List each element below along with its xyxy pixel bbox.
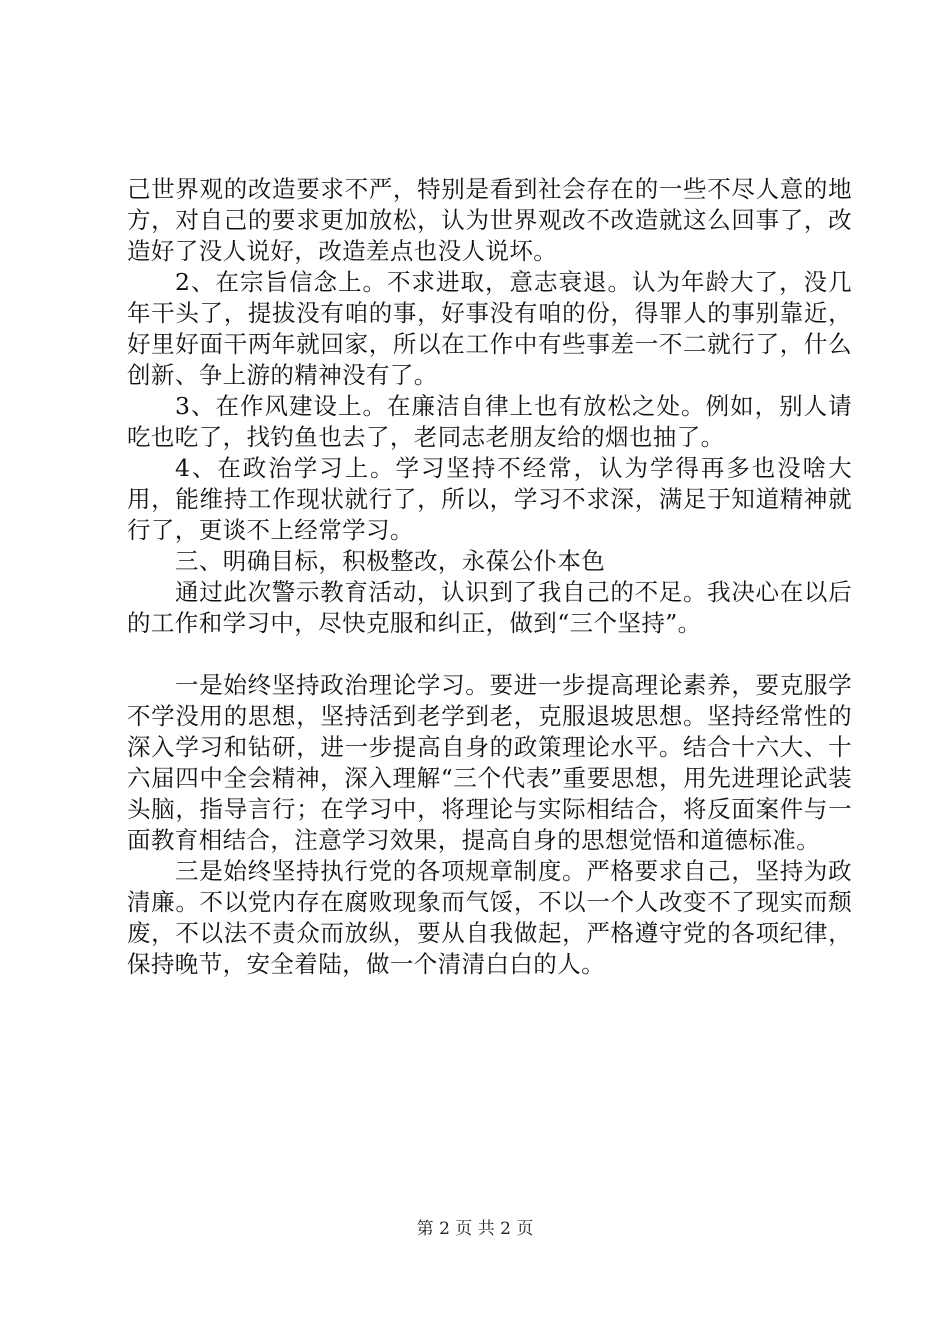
paragraph-continuation: 己世界观的改造要求不严，特别是看到社会存在的一些不尽人意的地方，对自己的要求更加放松，认为世界观改不改造就这么回事了，改造好了没人说好，改造差点也没人说坏。 <box>127 175 852 265</box>
document-body <box>127 174 852 980</box>
page-number: 第 2 页 共 2 页 <box>416 1219 534 1239</box>
paragraph-point-one: 一是始终坚持政治理论学习。要进一步提高理论素养，要克服学不学没用的思想，坚持活到老学到老，克服退坡思想。坚持经常性的深入学习和钻研，进一步提高自身的政策理论水平。结合十六大、十六届四中全会精神，深入理解“三个代表”重要思想，用先进理论武装头脑，指导言行；在学习中，将理论与实际相结合，将反面案件与一面教育相结合，注意学习效果，提高自身的思想觉悟和道德标准。 <box>127 671 852 854</box>
paragraph-item-3: 3、在作风建设上。在廉洁自律上也有放松之处。例如，别人请吃也吃了，找钓鱼也去了，老同志老朋友给的烟也抽了。 <box>127 392 852 451</box>
paragraph-item-2: 2、在宗旨信念上。不求进取，意志衰退。认为年龄大了，没几年干头了，提拔没有咱的事，好事没有咱的份，得罪人的事别靠近，好里好面干两年就回家，所以在工作中有些事差一不二就行了，什么创新、争上游的精神没有了。 <box>127 268 852 389</box>
paragraph-point-three: 三是始终坚持执行党的各项规章制度。严格要求自己，坚持为政清廉。不以党内存在腐败现象而气馁，不以一个人改变不了现实而颓废，不以法不责众而放纵，要从自我做起，严格遵守党的各项纪律，保持晚节，安全着陆，做一个清清白白的人。 <box>127 857 852 978</box>
section-heading-3: 三、明确目标，积极整改，永葆公仆本色 <box>175 547 606 575</box>
paragraph-gap <box>127 639 852 670</box>
page-footer <box>0 1218 950 1240</box>
paragraph-intro: 通过此次警示教育活动，认识到了我自己的不足。我决心在以后的工作和学习中，尽快克服和纠正，做到“三个坚持”。 <box>127 578 852 637</box>
paragraph-item-4: 4、在政治学习上。学习坚持不经常，认为学得再多也没啥大用，能维持工作现状就行了，所以，学习不求深，满足于知道精神就行了，更谈不上经常学习。 <box>127 454 852 544</box>
